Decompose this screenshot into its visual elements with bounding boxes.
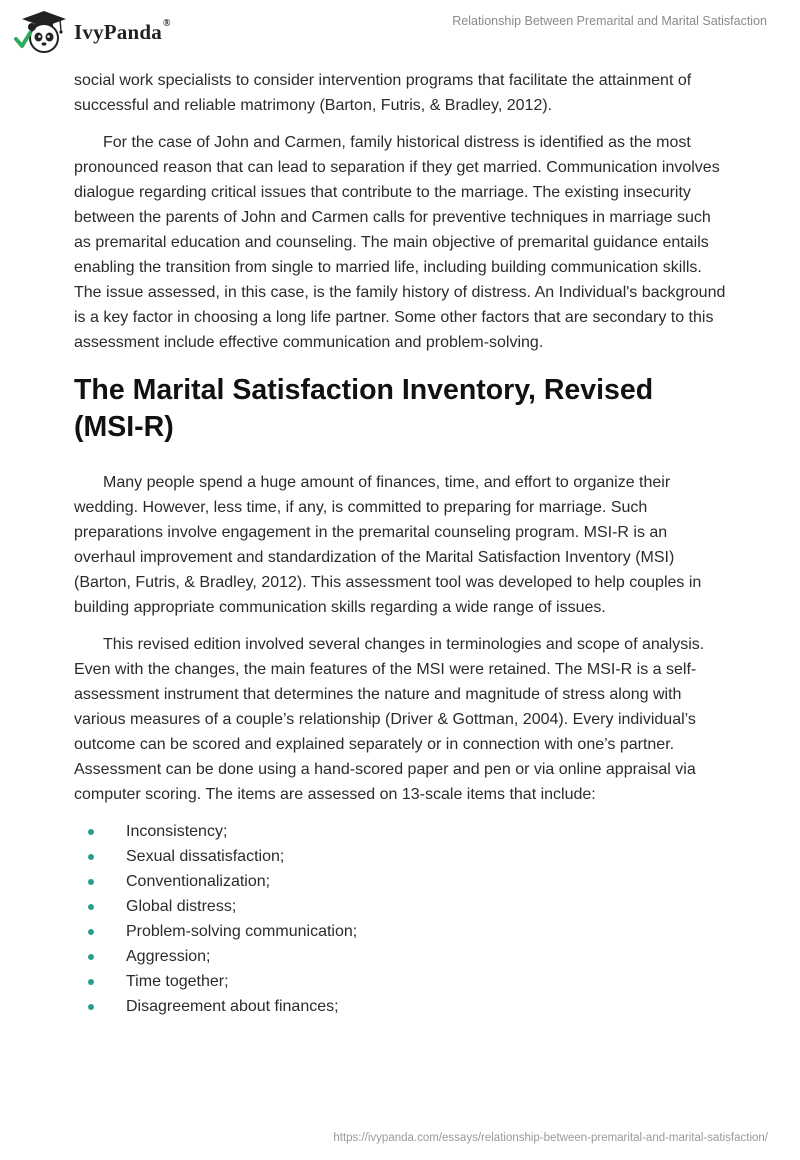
list-item-text: Inconsistency; <box>126 823 228 840</box>
list-item-text: Disagreement about finances; <box>126 998 339 1015</box>
list-item <box>74 894 726 919</box>
section-heading: The Marital Satisfaction Inventory, Revised (MSI-R) <box>74 374 654 443</box>
bullet-icon <box>88 1004 94 1010</box>
registered-mark: ® <box>162 17 171 29</box>
list-item <box>74 819 726 844</box>
paragraph-continued: social work specialists to consider intervention programs that facilitate the attainment of successful and reliable matrimony (Barton, Futris, & Bradley, 2012). <box>74 72 692 114</box>
paragraph-case-study: For the case of John and Carmen, family historical distress is identified as the most pronounced reason that can lead to separation if they get married. Communication involves dialogue regarding critical issues that contribute to the marriage. The existing insecurity between the parents of John and Carmen calls for preventive techniques in marriage such as premarital education and counseling. The main objective of premarital guidance entails enabling the transition from single to married life, including building communication skills. The issue assessed, in this case, is the family history of distress. An Individual's background is a key factor in choosing a long life partner. Some other factors that are secondary to this assessment include effective communication and problem-solving. <box>74 134 726 351</box>
page-header <box>0 0 800 64</box>
source-url[interactable]: https://ivypanda.com/essays/relationship-between-premarital-and-marital-satisfaction/ <box>333 1132 768 1144</box>
bullet-icon <box>88 829 94 835</box>
ivypanda-logo[interactable] <box>14 9 171 55</box>
bullet-icon <box>88 854 94 860</box>
list-item <box>74 944 726 969</box>
list-item <box>74 844 726 869</box>
panda-graduate-icon <box>14 9 66 55</box>
brand-label: IvyPanda <box>74 19 162 44</box>
list-item-text: Time together; <box>126 973 229 990</box>
document-title: Relationship Between Premarital and Marital Satisfaction <box>452 14 767 28</box>
paragraph-msi-intro: Many people spend a huge amount of finances, time, and effort to organize their wedding. However, less time, if any, is committed to preparing for marriage. Such preparations involve engagement in the premarital counseling program. MSI-R is an overhaul improvement and standardization of the Marital Satisfaction Inventory (MSI) (Barton, Futris, & Bradley, 2012). This assessment tool was developed to help couples in building appropriate communication skills regarding a wide range of issues. <box>74 474 702 616</box>
list-item <box>74 919 726 944</box>
bullet-icon <box>88 904 94 910</box>
bullet-icon <box>88 879 94 885</box>
bullet-icon <box>88 954 94 960</box>
list-item <box>74 869 726 894</box>
brand-name <box>74 17 171 45</box>
list-item-text: Sexual dissatisfaction; <box>126 848 285 865</box>
list-item-text: Global distress; <box>126 898 237 915</box>
list-item <box>74 969 726 994</box>
essay-body <box>74 68 726 1019</box>
list-item-text: Conventionalization; <box>126 873 271 890</box>
paragraph-msi-revised: This revised edition involved several changes in terminologies and scope of analysis. Even with the changes, the main features of the MSI were retained. The MSI-R is a self-assessment instrument that determines the nature and magnitude of stress along with various measures of a couple’s relationship (Driver & Gottman, 2004). Every individual’s outcome can be scored and explained separately or in connection with one’s partner. Assessment can be done using a hand-scored paper and pen or via online appraisal via computer scoring. The items are assessed on 13-scale items that include: <box>74 636 705 803</box>
list-item-text: Aggression; <box>126 948 211 965</box>
bullet-icon <box>88 929 94 935</box>
list-item <box>74 994 726 1019</box>
bullet-icon <box>88 979 94 985</box>
list-item-text: Problem-solving communication; <box>126 923 358 940</box>
scale-items-list <box>74 819 726 1019</box>
